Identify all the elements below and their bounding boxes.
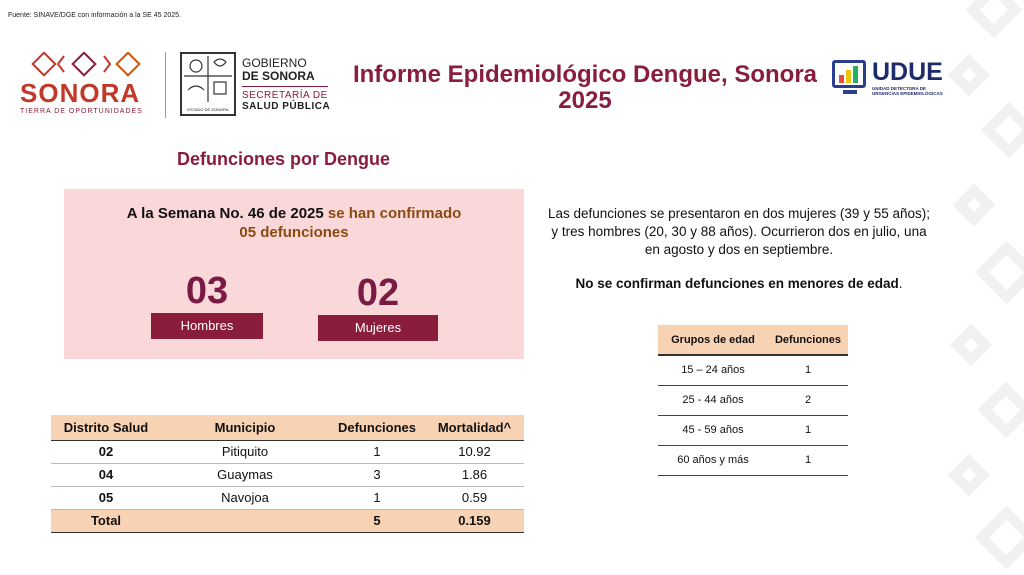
table-cell: 10.92 [425,440,524,463]
column-header: Defunciones [768,325,848,355]
table-cell: 60 años y más [658,445,768,475]
column-header: Defunciones [329,415,425,440]
table-cell: 02 [51,440,161,463]
women-stat [318,273,438,341]
men-count: 03 [185,270,229,312]
page-title: Informe Epidemiológico Dengue, Sonora 2025 [352,61,818,114]
total-row [51,509,524,532]
table-cell: 45 - 59 años [658,415,768,445]
women-label: Mujeres [318,315,438,341]
monitor-icon [832,60,866,88]
table-row [658,355,848,385]
gov-rule [242,86,328,87]
udue-sub-line-2: URGENCIAS EPIDEMIOLÓGICAS [872,91,943,96]
source-note: Fuente: SINAVE/DGE con información a la SE 45 2025. [8,12,182,19]
table-header-row [51,415,524,440]
table-cell: Guaymas [161,463,329,486]
summary-box [64,189,524,359]
table-cell: 0.59 [425,486,524,509]
district-table [51,415,524,533]
men-stat [151,271,263,339]
table-cell: 0.159 [425,509,524,532]
udue-logo [830,56,965,104]
table-row [658,415,848,445]
table-cell: 25 - 44 años [658,385,768,415]
table-row [51,486,524,509]
table-row [658,385,848,415]
gov-line-4: SALUD PÚBLICA [242,101,331,112]
table-cell: 1 [329,440,425,463]
sonora-wordmark: SONORA [20,78,141,108]
table-cell: 1 [329,486,425,509]
udue-wordmark: UDUE [872,58,943,86]
table-cell: Total [51,509,161,532]
summary-prefix: A la Semana No. 46 de 2025 [126,205,328,222]
table-cell: 15 – 24 años [658,355,768,385]
udue-sub-line-1: UNIDAD DETECTORA DE [872,86,927,91]
table-header-row [658,325,848,355]
table-row [51,463,524,486]
age-group-table [658,325,848,476]
gov-line-3: SECRETARÍA DE [242,90,328,101]
table-row [51,440,524,463]
description-bold-text: No se confirman defunciones en menores de edad [575,276,899,291]
sonora-logo [18,50,153,120]
column-header: Mortalidad^ [425,415,524,440]
table-cell: 1 [768,355,848,385]
shield-caption: ESTADO DE SONORA [187,107,229,112]
summary-headline [64,204,524,242]
udue-subtitle [872,86,943,96]
description-bold-end: . [898,276,903,291]
table-cell: 1 [768,445,848,475]
table-cell: 05 [51,486,161,509]
table-cell: 2 [768,385,848,415]
header-divider [165,52,166,118]
table-row [658,445,848,475]
table-cell: 3 [329,463,425,486]
shield-emblem-icon [182,54,234,104]
table-cell: 04 [51,463,161,486]
table-cell: 1 [768,415,848,445]
women-count: 02 [356,272,400,314]
summary-highlight: se han confirmado [327,205,462,222]
table-cell: 5 [329,509,425,532]
sonora-motif-icon [28,52,148,78]
description-text: Las defunciones se presentaron en dos mujeres (39 y 55 años); y tres hombres (20, 30 y 88 años). Ocurrieron dos en julio, una en agosto y dos en septiembre. [548,206,930,257]
state-shield-icon [180,52,236,116]
gov-line-1: GOBIERNO [242,56,307,70]
summary-count: 05 defunciones [239,224,349,241]
column-header: Grupos de edad [658,325,768,355]
sonora-tagline: TIERRA DE OPORTUNIDADES [20,108,143,115]
section-title: Defunciones por Dengue [177,149,391,169]
column-header: Municipio [161,415,329,440]
table-cell: Pitiquito [161,440,329,463]
gobierno-sonora-logo [242,57,330,113]
table-cell: 1.86 [425,463,524,486]
column-header: Distrito Salud [51,415,161,440]
description-bold [544,276,934,291]
table-cell [161,509,329,532]
table-cell: Navojoa [161,486,329,509]
men-label: Hombres [151,313,263,339]
gov-line-2: DE SONORA [242,69,315,83]
